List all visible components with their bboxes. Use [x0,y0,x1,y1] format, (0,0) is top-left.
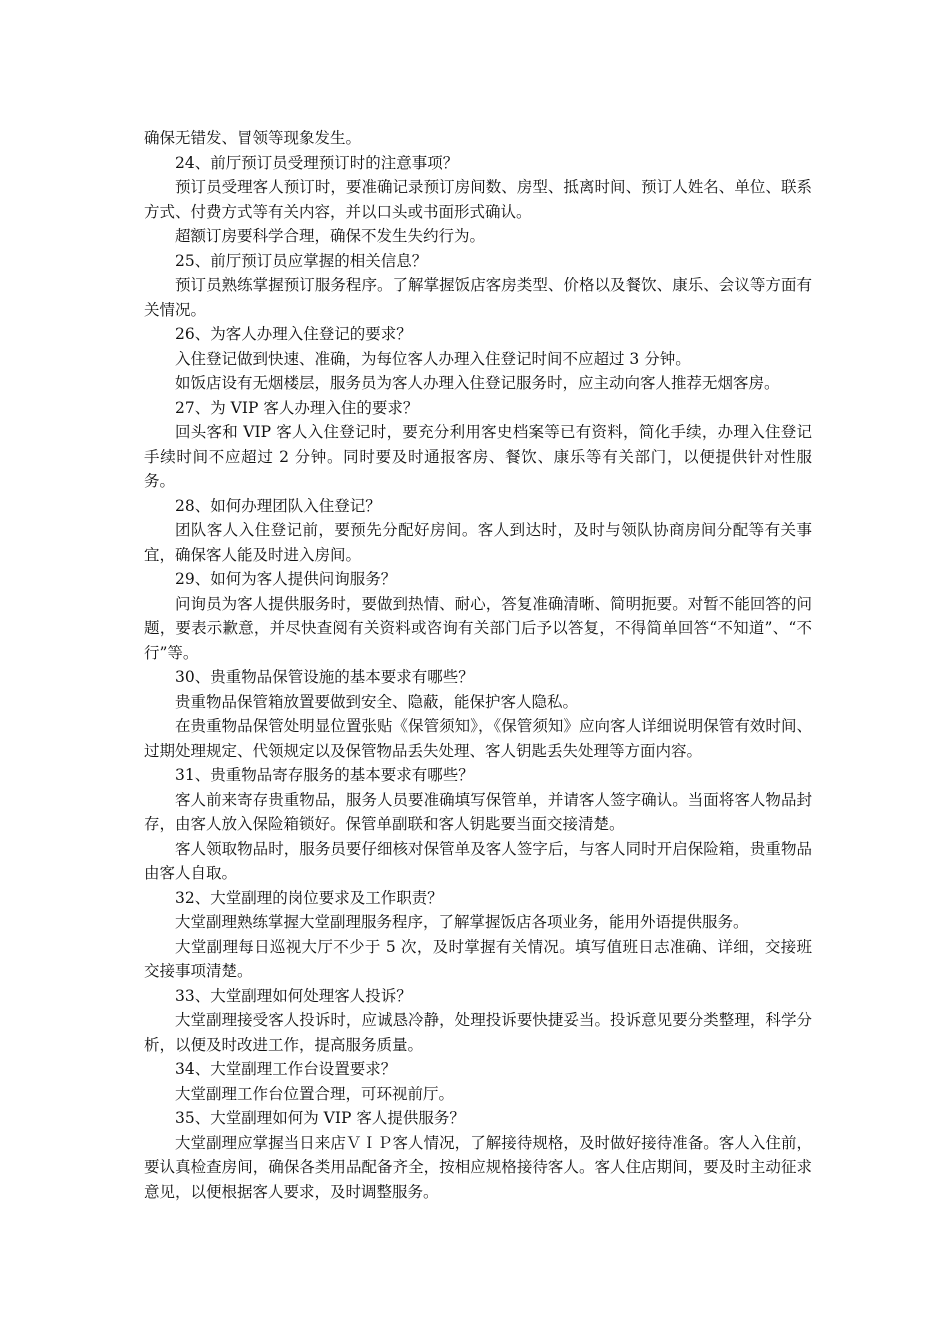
paragraph: 大堂副理每日巡视大厅不少于 5 次，及时掌握有关情况。填写值班日志准确、详细，交接班交接事项清楚。 [144,937,812,980]
paragraph: 客人前来寄存贵重物品，服务人员要准确填写保管单，并请客人签字确认。当面将客人物品封存，由客人放入保险箱锁好。保管单副联和客人钥匙要当面交接清楚。 [144,790,812,833]
question-heading: 33、大堂副理如何处理客人投诉？ [175,986,412,1005]
paragraph: 超额订房要科学合理，确保不发生失约行为。 [175,227,486,245]
paragraph: 大堂副理接受客人投诉时，应诚恳冷静，处理投诉要快捷妥当。投诉意见要分类整理，科学分析，以便及时改进工作，提高服务质量。 [144,1011,812,1054]
paragraph: 大堂副理熟练掌握大堂副理服务程序，了解掌握饭店各项业务，能用外语提供服务。 [175,913,749,931]
document-body [144,126,812,1204]
paragraph: 贵重物品保管箱放置要做到安全、隐蔽，能保护客人隐私。 [175,692,579,711]
paragraph: 预订员熟练掌握预订服务程序。了解掌握饭店客房类型、价格以及餐饮、康乐、会议等方面有关情况。 [144,276,812,319]
question-heading: 31、贵重物品寄存服务的基本要求有哪些？ [175,766,474,784]
question-heading: 32、大堂副理的岗位要求及工作职责？ [175,888,443,907]
question-heading: 26、为客人办理入住登记的要求？ [175,325,412,343]
paragraph: 大堂副理工作台位置合理，可环视前厅。 [175,1084,455,1103]
paragraph: 团队客人入住登记前，要预先分配好房间。客人到达时，及时与领队协商房间分配等有关事宜，确保客人能及时进入房间。 [144,521,812,564]
question-heading: 27、为 VIP 客人办理入住的要求？ [175,398,419,417]
question-heading: 24、前厅预订员受理预订时的注意事项？ [175,153,459,172]
paragraph: 客人领取物品时，服务员要仔细核对保管单及客人签字后，与客人同时开启保险箱，贵重物品由客人自取。 [144,839,812,882]
question-heading: 29、如何为客人提供问询服务？ [175,570,397,588]
question-heading: 35、大堂副理如何为 VIP 客人提供服务？ [175,1109,465,1127]
paragraph: 入住登记做到快速、准确，为每位客人办理入住登记时间不应超过 3 分钟。 [175,349,691,368]
paragraph: 预订员受理客人预订时，要准确记录预订房间数、房型、抵离时间、预订人姓名、单位、联系方式、付费方式等有关内容，并以口头或书面形式确认。 [144,178,812,221]
paragraph: 回头客和 VIP 客人入住登记时，要充分利用客史档案等已有资料，简化手续，办理入住登记手续时间不应超过 2 分钟。同时要及时通报客房、餐饮、康乐等有关部门，以便提供针对性服务。 [144,423,812,490]
question-heading: 28、如何办理团队入住登记？ [175,496,381,515]
paragraph: 在贵重物品保管处明显位置张贴《保管须知》，《保管须知》应向客人详细说明保管有效时间、过期处理规定、代领规定以及保管物品丢失处理、客人钥匙丢失处理等方面内容。 [144,717,812,760]
paragraph: 大堂副理应掌握当日来店ＶＩＰ客人情况，了解接待规格，及时做好接待准备。客人入住前，要认真检查房间，确保各类用品配备齐全，按相应规格接待客人。客人住店期间，要及时主动征求意见，以便根据客人要求，及时调整服务。 [144,1133,812,1201]
question-heading: 25、前厅预订员应掌握的相关信息？ [175,251,428,270]
paragraph: 问询员为客人提供服务时，要做到热情、耐心，答复准确清晰、简明扼要。对暂不能回答的问题，要表示歉意，并尽快查阅有关资料或咨询有关部门后予以答复，不得简单回答“不知道”、“不行”等。 [144,594,812,662]
question-heading: 30、贵重物品保管设施的基本要求有哪些？ [175,668,474,686]
paragraph: 如饭店设有无烟楼层，服务员为客人办理入住登记服务时，应主动向客人推荐无烟客房。 [175,374,780,392]
question-heading: 34、大堂副理工作台设置要求？ [175,1060,397,1078]
paragraph: 确保无错发、冒领等现象发生。 [144,129,362,147]
